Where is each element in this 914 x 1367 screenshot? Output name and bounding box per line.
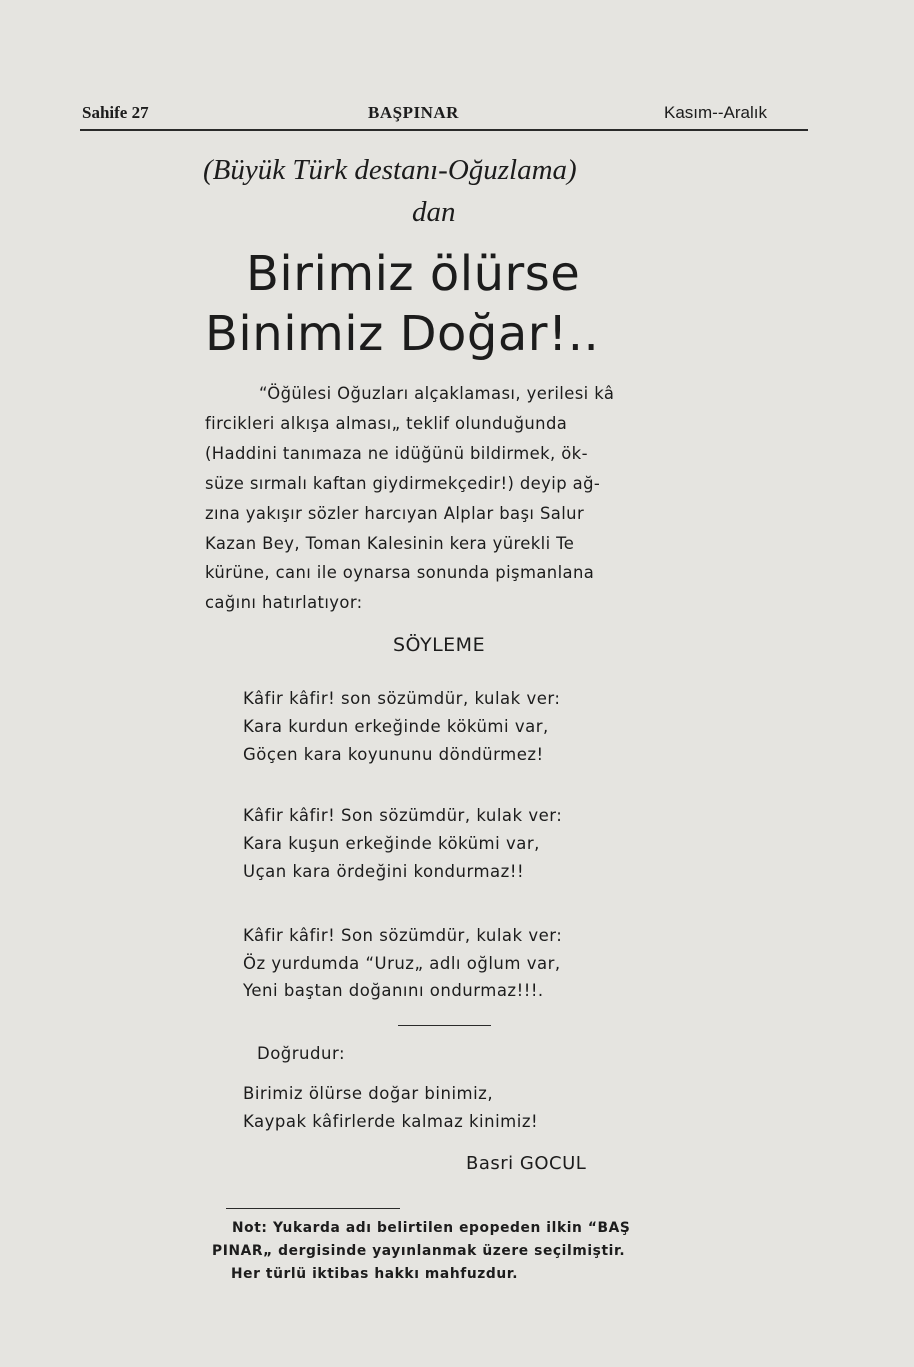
intro-line: cağını hatırlatıyor: (205, 593, 363, 612)
intro-line: “Öğülesi Oğuzları alçaklaması, yerilesi kâ (259, 384, 615, 403)
subtitle-line-1: (Büyük Türk destanı-Oğuzlama) (203, 154, 577, 186)
footnote-line: Not: Yukarda adı belirtilen epopeden ilkin “BAŞ (232, 1220, 631, 1236)
verse-line: Kara kuşun erkeğinde kökümi var, (243, 834, 540, 853)
title-line-2: Binimiz Doğar!.. (205, 306, 600, 362)
verse-line: Kâfir kâfir! Son sözümdür, kulak ver: (243, 806, 563, 825)
verse-line: Uçan kara ördeğini kondurmaz!! (243, 862, 525, 881)
verse-line: Kara kurdun erkeğinde kökümi var, (243, 717, 549, 736)
journal-name: BAŞPINAR (368, 103, 459, 122)
footnote-line: Her türlü iktibas hakkı mahfuzdur. (231, 1266, 519, 1282)
verse-line: Göçen kara koyununu döndürmez! (243, 745, 544, 764)
verse-line: Öz yurdumda “Uruz„ adlı oğlum var, (243, 954, 561, 973)
conclusion-line: Birimiz ölürse doğar binimiz, (243, 1084, 494, 1103)
verse-line: Kâfir kâfir! son sözümdür, kulak ver: (243, 689, 561, 708)
title-line-1: Birimiz ölürse (246, 246, 581, 302)
intro-line: süze sırmalı kaftan giydirmekçedir!) deyip ağ- (205, 474, 601, 493)
section-heading: SÖYLEME (393, 634, 486, 656)
footnote-rule (226, 1208, 400, 1209)
intro-line: kürüne, canı ile oynarsa sonunda pişmanlana (205, 563, 595, 582)
verse-line: Yeni baştan doğanını ondurmaz!!!. (243, 981, 544, 1000)
subtitle-line-2: dan (412, 196, 456, 228)
verse-line: Kâfir kâfir! Son sözümdür, kulak ver: (243, 926, 563, 945)
section-divider (398, 1025, 491, 1026)
footnote-line: PINAR„ dergisinde yayınlanmak üzere seçilmiştir. (212, 1243, 626, 1259)
header-rule (80, 129, 808, 131)
intro-line: fircikleri alkışa alması„ teklif olunduğunda (205, 414, 568, 433)
intro-line: zına yakışır sözler harcıyan Alplar başı Salur (205, 504, 585, 523)
intro-line: (Haddini tanımaza ne idüğünü bildirmek, ök- (205, 444, 588, 463)
author-signature: Basri GOCUL (466, 1153, 587, 1174)
page-number: Sahife 27 (82, 103, 149, 122)
issue-date: Kasım--Aralık (664, 103, 767, 122)
conclusion-label: Doğrudur: (257, 1044, 345, 1063)
intro-line: Kazan Bey, Toman Kalesinin kera yürekli Te (205, 534, 575, 553)
conclusion-line: Kaypak kâfirlerde kalmaz kinimiz! (243, 1112, 539, 1131)
